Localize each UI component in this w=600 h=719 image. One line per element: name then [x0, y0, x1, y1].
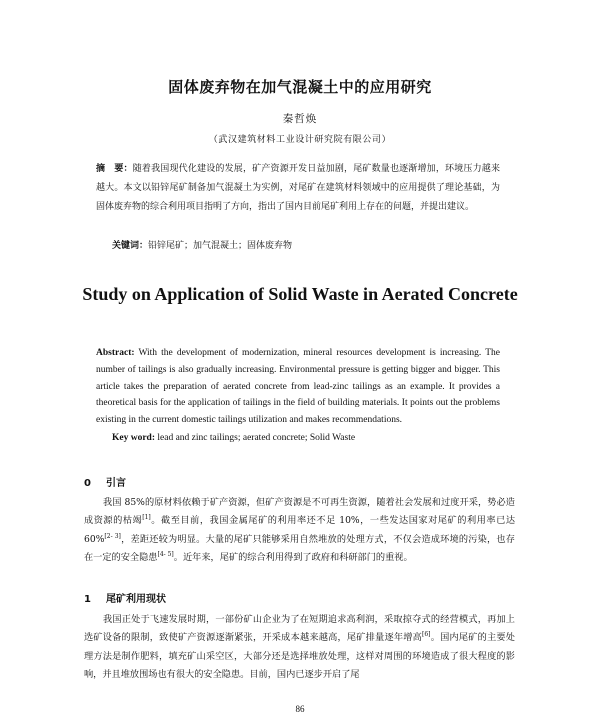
paper-title-en: Study on Application of Solid Waste in Aerated Concrete	[82, 284, 518, 304]
citation-ref: [6]	[422, 631, 431, 639]
keywords-en-text: lead and zinc tailings; aerated concrete; Solid Waste	[157, 433, 356, 443]
section-0-text-d: 。近年来，尾矿的综合利用得到了政府和科研部门的重视。	[173, 551, 413, 563]
paper-title-cn: 固体废弃物在加气混凝土中的应用研究	[168, 78, 432, 96]
section-1-title: 尾矿利用现状	[106, 594, 166, 605]
section-1-text-a: 我国正处于飞速发展时期，一部份矿山企业为了在短期追求高利润，采取掠夺式的经营模式，再加上选矿设备的限制，致使矿产资源逐渐紧张，开采成本越来越高，尾矿排量逐年增高	[84, 614, 515, 644]
section-0-heading	[84, 474, 126, 489]
section-0-text-a: 我国 85%的原材料依赖于矿产资源，但矿产资源是不可再生资源，随着社会发展和过度开采，势必造成资源的枯竭	[84, 497, 515, 527]
section-0-text-b: 。截至目前，我国金属尾矿的利用率还不足 10%，一些发达国家对尾矿的利用率已达 60%	[84, 515, 516, 545]
page-number: 86	[295, 704, 305, 714]
abstract-en-label: Abstract:	[96, 348, 135, 358]
keywords-cn-label: 关键词：	[112, 241, 149, 251]
section-0-title: 引言	[106, 478, 126, 489]
abstract-cn-text: 随着我国现代化建设的发展，矿产资源开发日益加剧，尾矿数量也逐渐增加，环境压力越来越大。本文以铅锌尾矿制备加气混凝土为实例，对尾矿在建筑材料领域中的应用提供了理论基础，为固体废弃物的综合利用项目指明了方向，指出了国内目前尾矿利用上存在的问题，并提出建议。	[96, 164, 500, 212]
section-1-heading	[84, 590, 166, 605]
citation-ref: [1]	[142, 514, 151, 522]
section-1-text-b: 。国内尾矿的主要处理方法是制作肥料，填充矿山采空区，大部分还是选择堆放处理，这样对周围的环境造成了很大程度的影响，并且堆放围场也有很大的安全隐患。目前，国内已逐步开启了尾	[84, 632, 515, 680]
author-affiliation: （武汉建筑材料工业设计研究院有限公司）	[208, 135, 392, 145]
section-0-number: 0	[84, 478, 91, 489]
abstract-cn	[96, 160, 500, 217]
keywords-en	[112, 430, 502, 446]
abstract-cn-label: 摘 要：	[96, 164, 133, 174]
citation-ref: [2- 3]	[104, 532, 121, 540]
keywords-cn	[112, 238, 502, 254]
section-0-paragraph	[84, 494, 515, 567]
section-1-number: 1	[84, 594, 91, 605]
section-0-text-c: ，差距还较为明显。大量的尾矿只能够采用自然堆放的处理方式，不仅会造成环境的污染，也存在一定的安全隐患	[84, 533, 515, 563]
citation-ref: [4- 5]	[157, 550, 174, 558]
section-1-paragraph	[84, 611, 515, 684]
abstract-en-text: With the development of modernization, mineral resources development is increasing. The number of tailings is also gradually increasing. Environmental pressure is getting bigger and bigger. This article takes the preparation of aerated concrete from lead-zinc tailings as an example. It provides a theoretical basis for the application of tailings in the field of building materials. It points out the problems existing in the current domestic tailings utilization and makes recommendations.	[96, 348, 500, 426]
abstract-en	[96, 345, 500, 429]
author-name: 秦哲焕	[282, 113, 318, 125]
keywords-en-label: Key word:	[112, 433, 156, 443]
keywords-cn-text: 铅锌尾矿；加气混凝土；固体废弃物	[148, 241, 293, 251]
